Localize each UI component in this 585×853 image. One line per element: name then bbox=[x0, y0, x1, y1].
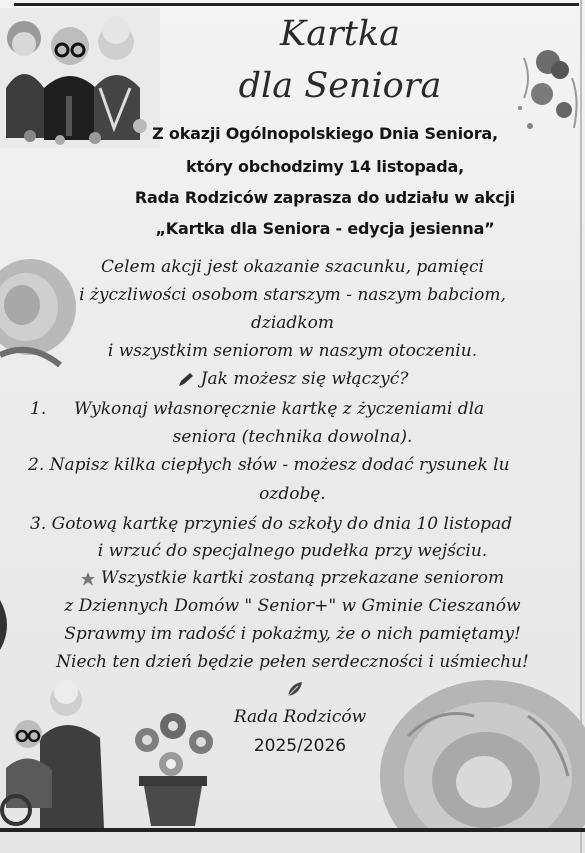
how-to-join-heading bbox=[0, 369, 585, 389]
body-line-2: i życzliwości osobom starszym - naszym babciom, bbox=[79, 285, 506, 305]
intro-line-3: Rada Rodziców zaprasza do udziału w akcji bbox=[134, 188, 516, 207]
step-1-text: Wykonaj własnoręcznie kartkę z życzeniami dla bbox=[74, 399, 485, 419]
title-line-2: dla Seniora bbox=[238, 66, 442, 106]
body-line-3: dziadkom bbox=[251, 313, 334, 333]
step-2-line-2: ozdobę. bbox=[259, 484, 326, 504]
pencil-icon bbox=[177, 372, 195, 388]
step-3-line-1: 3. Gotową kartkę przynieś do szkoły do dnia 10 listopad bbox=[30, 514, 513, 534]
top-border bbox=[14, 3, 579, 6]
flower-pot bbox=[125, 710, 220, 830]
bottom-border bbox=[0, 828, 585, 832]
intro-line-2: który obchodzimy 14 listopada, bbox=[186, 157, 464, 176]
info-line-3: Sprawmy im radość i pokażmy, że o nich pamiętamy! bbox=[64, 624, 521, 644]
star-icon bbox=[81, 572, 95, 586]
body-line-1: Celem akcji jest okazanie szacunku, pamięci bbox=[101, 257, 484, 277]
peony-bottom-right bbox=[378, 676, 585, 828]
flowers-top-right bbox=[512, 38, 585, 138]
step-3-line-2: i wrzuć do specjalnego pudełka przy wejściu. bbox=[97, 541, 488, 561]
info-line-2: z Dziennych Domów " Senior+" w Gminie Cieszanów bbox=[64, 596, 521, 616]
title-line-1: Kartka bbox=[280, 14, 400, 54]
intro-line-1: Z okazji Ogólnopolskiego Dnia Seniora, bbox=[152, 124, 498, 143]
step-1-line-1 bbox=[30, 399, 570, 419]
step-1-number: 1. bbox=[30, 399, 47, 419]
info-line-4: Niech ten dzień będzie pełen serdeczności i uśmiechu! bbox=[56, 652, 529, 672]
seniors-illustration-bottom bbox=[0, 678, 115, 830]
info-line-1-text: Wszystkie kartki zostaną przekazane seniorom bbox=[100, 568, 505, 588]
leaf-icon bbox=[286, 680, 304, 698]
intro-line-4: „Kartka dla Seniora - edycja jesienna” bbox=[155, 219, 495, 238]
step-1-line-2: seniora (technika dowolna). bbox=[172, 427, 413, 447]
info-line-1 bbox=[0, 568, 585, 588]
step-2-line-1: 2. Napisz kilka ciepłych słów - możesz dodać rysunek lu bbox=[28, 455, 510, 475]
signature-year: 2025/2026 bbox=[253, 736, 347, 756]
signature-name: Rada Rodziców bbox=[233, 707, 367, 727]
body-line-4: i wszystkim seniorom w naszym otoczeniu. bbox=[107, 341, 478, 361]
how-to-join-text: Jak możesz się włączyć? bbox=[200, 369, 409, 389]
